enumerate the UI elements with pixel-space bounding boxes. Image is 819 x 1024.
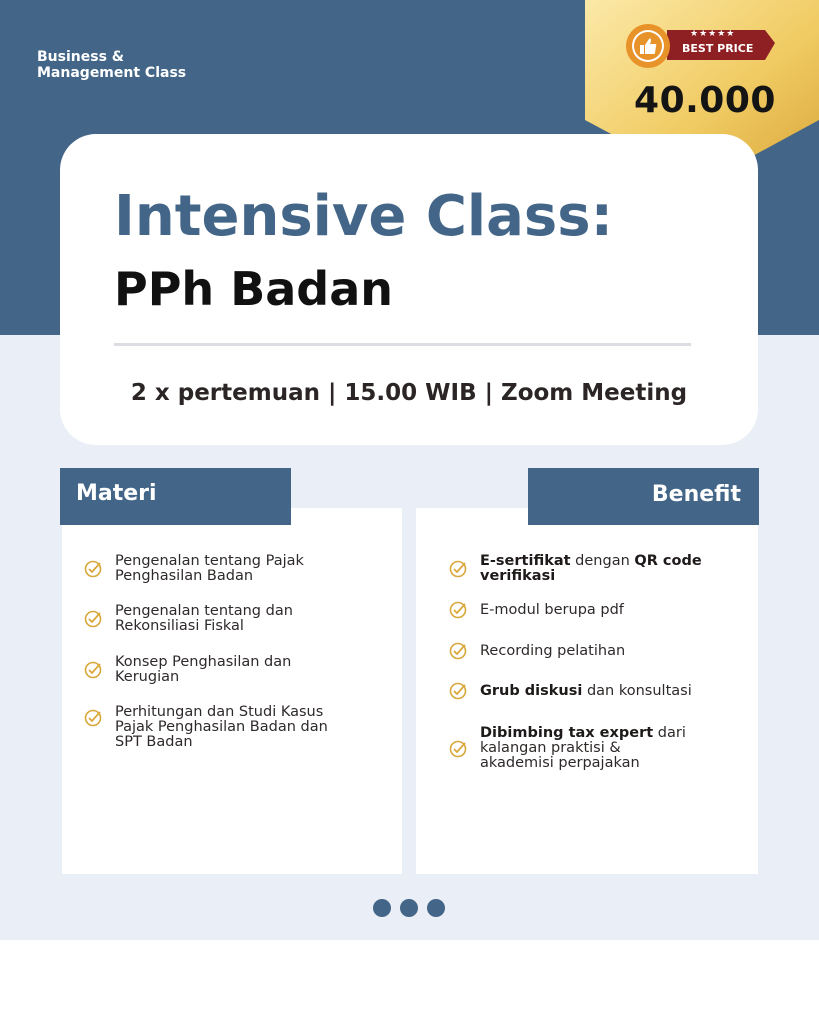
check-icon [84,661,102,679]
best-price-label: BEST PRICE [682,42,754,55]
divider [114,343,691,346]
list-item: Recording pelatihan [449,642,734,660]
page-subtitle: PPh Badan [114,262,394,316]
list-item: E-modul berupa pdf [449,601,734,619]
list-item: Pengenalan tentang dan Rekonsiliasi Fiskal [84,604,364,634]
check-icon [449,560,467,578]
brand-name: Business & Management Class [37,49,187,81]
check-icon [84,560,102,578]
thumbs-up-icon [625,23,671,69]
list-item: E-sertifikat dengan QR code verifikasi [449,554,734,584]
check-icon [449,682,467,700]
check-icon [84,709,102,727]
rating-stars: ★★★★★ [690,29,736,39]
schedule-info: 2 x pertemuan | 15.00 WIB | Zoom Meeting [130,380,688,406]
list-item: Konsep Penghasilan dan Kerugian [84,655,364,685]
materi-heading: Materi [60,468,291,525]
page-title: Intensive Class: [114,184,613,249]
check-icon [449,642,467,660]
page-dot[interactable] [373,899,391,917]
check-icon [449,601,467,619]
footer-band [0,940,819,1024]
list-item: Pengenalan tentang Pajak Penghasilan Badan [84,554,364,584]
page-dot[interactable] [427,899,445,917]
check-icon [84,610,102,628]
list-item: Dibimbing tax expert dari kalangan praktisi & akademisi perpajakan [449,726,734,771]
benefit-heading: Benefit [528,468,759,525]
price-value: 40.000 [634,80,776,121]
list-item: Perhitungan dan Studi Kasus Pajak Penghasilan Badan dan SPT Badan [84,705,364,750]
check-icon [449,740,467,758]
list-item: Grub diskusi dan konsultasi [449,682,734,700]
pagination-dots[interactable] [373,899,454,917]
page-dot[interactable] [400,899,418,917]
